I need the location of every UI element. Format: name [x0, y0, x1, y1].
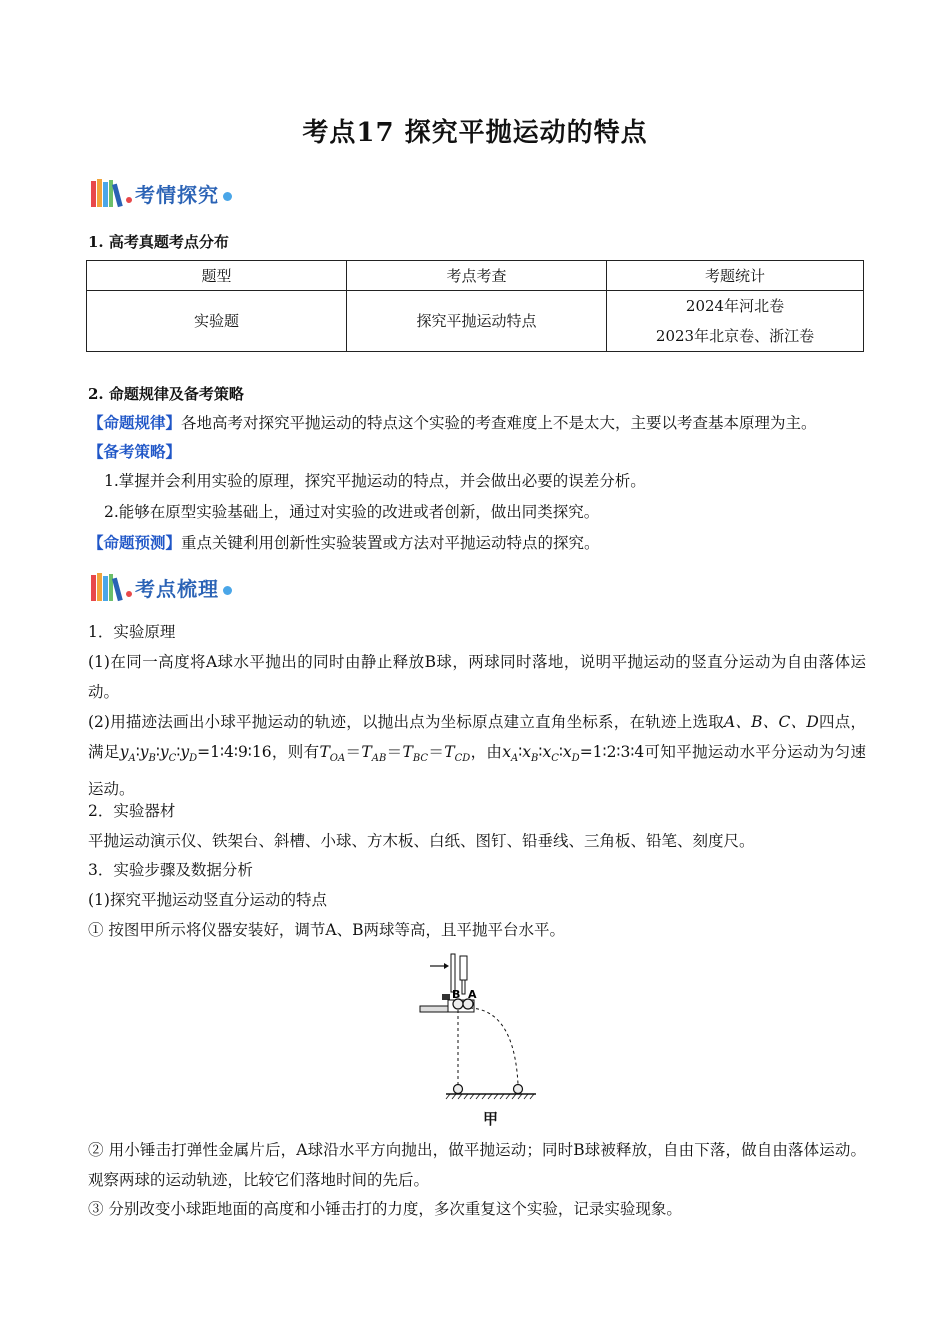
table-cell-stats — [607, 291, 864, 352]
table-cell-topic: 探究平抛运动特点 — [347, 291, 607, 352]
content-paragraph: ① 按图甲所示将仪器安装好，调节A、B两球等高，且平抛平台水平。 — [88, 921, 566, 939]
banner-end-dot — [223, 586, 232, 595]
content-paragraph: (1)探究平抛运动竖直分运动的特点 — [88, 891, 327, 909]
label-a: A — [468, 988, 477, 1001]
strategy-item: 2.能够在原型实验基础上，通过对实验的改进或者创新，做出同类探究。 — [104, 503, 600, 521]
figure-caption: 甲 — [483, 1110, 499, 1128]
ground-hatch — [446, 1094, 534, 1099]
banner-end-dot — [223, 192, 232, 201]
content-paragraph-trajectory: (2)用描迹法画出小球平抛运动的轨迹，以抛出点为坐标原点建立直角坐标系，在轨迹上选取A、B、C、D四点，满足$y_A∶y_B∶y_C∶y_D=1∶4∶9∶16$，则有$T_{OA}=T_{AB}=T_{BC}=T_{CD}$，由$x_A∶x_B∶x_C∶x_D=1∶2∶3∶4$可知平抛运动水平分运动为匀速运动。 — [88, 713, 866, 799]
text-run: =1∶4∶9∶16，则有 — [197, 743, 320, 761]
table-header-cell: 考点考查 — [347, 261, 607, 291]
rule-text: 各地高考对探究平抛运动的特点这个实验的考查难度上不是太大，主要以考查基本原理为主。 — [181, 414, 817, 432]
text-run: 四点，满足 — [88, 713, 866, 761]
ball-a-landed — [514, 1085, 523, 1094]
section-heading-distribution: 1. 高考真题考点分布 — [88, 233, 229, 251]
points-label: A、B、C、D — [723, 713, 819, 731]
projectile-path — [470, 1008, 518, 1084]
support-post — [451, 954, 455, 992]
banner-label: 考情探究 — [135, 182, 219, 207]
plate-stem — [462, 980, 465, 994]
section-banner-exam-analysis — [90, 178, 232, 208]
page-title: 考点17 探究平抛运动的特点 — [302, 118, 648, 148]
stat-line: 2023年北京卷、浙江卷 — [655, 327, 815, 345]
table-header-cell: 题型 — [87, 261, 347, 291]
content-paragraph: (1)在同一高度将A球水平抛出的同时由静止释放B球，两球同时落地，说明平抛运动的竖直分运动为自由落体运动。 — [88, 653, 866, 701]
text-run: (2)用描迹法画出小球平抛运动的轨迹，以抛出点为坐标原点建立直角坐标系，在轨迹上选取 — [88, 713, 724, 731]
experiment-apparatus-figure — [418, 950, 548, 1130]
table-cell-type: 实验题 — [87, 291, 347, 352]
table-row — [87, 291, 864, 352]
rule-line — [88, 408, 817, 438]
ball-b-landed — [454, 1085, 463, 1094]
rule-tag: 【命题规律】 — [88, 413, 182, 432]
text-run: ，由 — [470, 743, 503, 761]
forecast-line — [88, 528, 600, 558]
table-header-row — [87, 261, 864, 291]
content-heading-principle: 1．实验原理 — [88, 623, 176, 641]
banner-label: 考点梳理 — [135, 576, 219, 601]
text-run: =1∶2∶3∶4可知平抛运动水平分运动为匀速运动。 — [88, 743, 866, 799]
forecast-text: 重点关键利用创新性实验装置或方法对平抛运动特点的探究。 — [181, 534, 600, 552]
exam-distribution-table — [86, 260, 864, 352]
content-paragraph: ② 用小锤击打弹性金属片后，A球沿水平方向抛出，做平抛运动；同时B球被释放，自由下落，做自由落体运动。观察两球的运动轨迹，比较它们落地时间的先后。 — [88, 1141, 866, 1189]
stat-line: 2024年河北卷 — [685, 297, 785, 315]
content-paragraph: 平抛运动演示仪、铁架台、斜槽、小球、方木板、白纸、图钉、铅垂线、三角板、铅笔、刻度尺。 — [88, 832, 755, 850]
books-icon — [90, 178, 124, 208]
strategy-item: 1.掌握并会利用实验的原理，探究平抛运动的特点，并会做出必要的误差分析。 — [104, 472, 646, 490]
section-banner-key-points — [90, 572, 232, 602]
content-heading-equipment: 2．实验器材 — [88, 802, 176, 820]
banner-dot — [126, 591, 132, 597]
arrow-head-icon — [444, 963, 449, 969]
strategy-tag: 【备考策略】 — [88, 442, 182, 461]
forecast-tag: 【命题预测】 — [88, 533, 182, 552]
label-b: B — [452, 988, 461, 1001]
content-paragraph: ③ 分别改变小球距地面的高度和小锤击打的力度，多次重复这个实验，记录实验现象。 — [88, 1200, 682, 1218]
strategy-tag-line — [88, 437, 181, 467]
clamp-block — [442, 994, 450, 1000]
content-heading-steps: 3．实验步骤及数据分析 — [88, 861, 253, 879]
books-icon — [90, 572, 124, 602]
table-header-cell: 考题统计 — [607, 261, 864, 291]
section-heading-strategy: 2. 命题规律及备考策略 — [88, 385, 244, 403]
metal-plate — [460, 956, 467, 980]
banner-dot — [126, 197, 132, 203]
